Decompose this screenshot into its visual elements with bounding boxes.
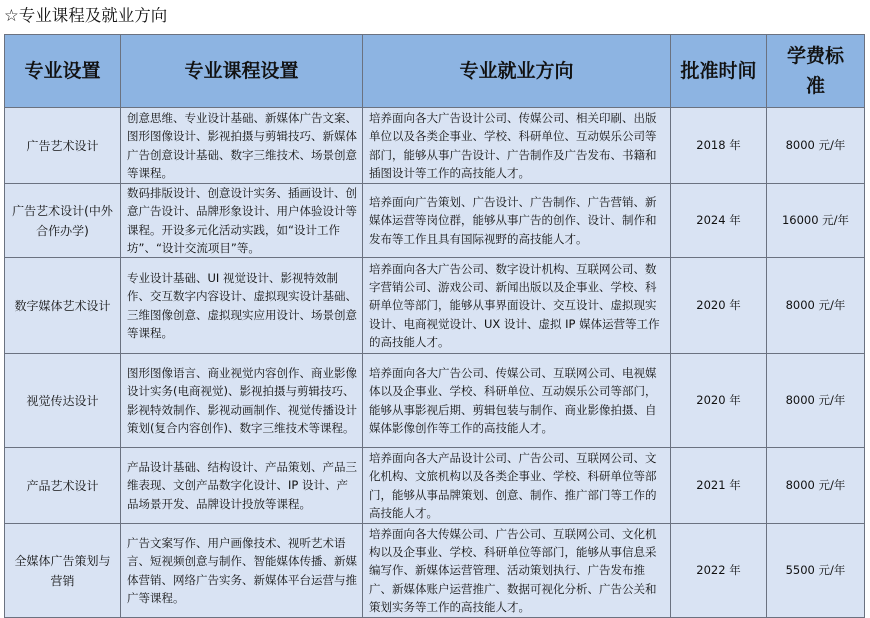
table-row [5,354,865,448]
row-fee: 16000 元/年 [767,184,865,258]
row-major: 视觉传达设计 [5,354,121,448]
row-fee: 8000 元/年 [767,108,865,184]
row-approval-year: 2024 年 [671,184,767,258]
row-fee: 8000 元/年 [767,354,865,448]
table-row [5,258,865,354]
table-row [5,448,865,524]
table-header-row [5,35,865,108]
table-row [5,108,865,184]
row-major: 广告艺术设计 [5,108,121,184]
header-approval: 批准时间 [671,35,767,108]
row-courses: 数码排版设计、创意设计实务、插画设计、创意广告设计、品牌形象设计、用户体验设计等课程。开设多元化活动实践，如“设计工作坊”、“设计交流项目”等。 [121,184,363,258]
row-courses: 专业设计基础、UI 视觉设计、影视特效制作、交互数字内容设计、虚拟现实设计基础、三维图像创意、虚拟现实应用设计、场景创意等课程。 [121,258,363,354]
header-direction: 专业就业方向 [363,35,671,108]
row-approval-year: 2020 年 [671,258,767,354]
row-direction: 培养面向各大产品设计公司、广告公司、互联网公司、文化机构、文旅机构以及各类企事业、学校、科研单位等部门，能够从事品牌策划、创意、制作、推广部门等工作的高技能人才。 [363,448,671,524]
row-direction: 培养面向广告策划、广告设计、广告制作、广告营销、新媒体运营等岗位群，能够从事广告的创作、设计、制作和发布等工作且具有国际视野的高技能人才。 [363,184,671,258]
header-courses: 专业课程设置 [121,35,363,108]
row-major: 数字媒体艺术设计 [5,258,121,354]
row-direction: 培养面向各大广告公司、数字设计机构、互联网公司、数字营销公司、游戏公司、新闻出版以及企事业、学校、科研单位等部门，能够从事界面设计、交互设计、虚拟现实设计、电商视觉设计、UX 设计、虚拟 IP 媒体运营等工作的高技能人才。 [363,258,671,354]
row-courses: 广告文案写作、用户画像技术、视听艺术语言、短视频创意与制作、智能媒体传播、新媒体营销、网络广告实务、新媒体平台运营与推广等课程。 [121,524,363,618]
row-major: 产品艺术设计 [5,448,121,524]
row-approval-year: 2018 年 [671,108,767,184]
header-fee: 学费标准 [767,35,865,108]
row-courses: 产品设计基础、结构设计、产品策划、产品三维表现、文创产品数字化设计、IP 设计、产品场景开发、品牌设计投放等课程。 [121,448,363,524]
table-row [5,184,865,258]
row-courses: 创意思维、专业设计基础、新媒体广告文案、图形图像设计、影视拍摄与剪辑技巧、新媒体广告创意设计基础、数字三维技术、场景创意等课程。 [121,108,363,184]
table-row [5,524,865,618]
row-approval-year: 2022 年 [671,524,767,618]
page-title: ☆专业课程及就业方向 [4,6,168,25]
header-major: 专业设置 [5,35,121,108]
row-courses: 图形图像语言、商业视觉内容创作、商业影像设计实务(电商视觉)、影视拍摄与剪辑技巧、影视特效制作、影视动画制作、视觉传播设计策划(复合内容创作)、数字三维技术等课程。 [121,354,363,448]
row-direction: 培养面向各大广告设计公司、传媒公司、相关印刷、出版单位以及各类企事业、学校、科研单位、互动娱乐公司等部门，能够从事广告设计、广告制作及广告发布、书籍和插图设计等工作的高技能人才。 [363,108,671,184]
row-major: 全媒体广告策划与营销 [5,524,121,618]
row-approval-year: 2021 年 [671,448,767,524]
row-direction: 培养面向各大广告公司、传媒公司、互联网公司、电视媒体以及企事业、学校、科研单位、互动娱乐公司等部门，能够从事影视后期、剪辑包装与制作、商业影像拍摄、自媒体影像创作等工作的高技能人才。 [363,354,671,448]
row-major: 广告艺术设计(中外合作办学) [5,184,121,258]
row-approval-year: 2020 年 [671,354,767,448]
row-fee: 8000 元/年 [767,448,865,524]
row-fee: 8000 元/年 [767,258,865,354]
row-direction: 培养面向各大传媒公司、广告公司、互联网公司、文化机构以及企事业、学校、科研单位等部门，能够从事信息采编写作、新媒体运营管理、活动策划执行、广告发布推广、新媒体账户运营推广、数据可视化分析、广告公关和策划实务等工作的高技能人才。 [363,524,671,618]
program-table [4,34,865,618]
row-fee: 5500 元/年 [767,524,865,618]
